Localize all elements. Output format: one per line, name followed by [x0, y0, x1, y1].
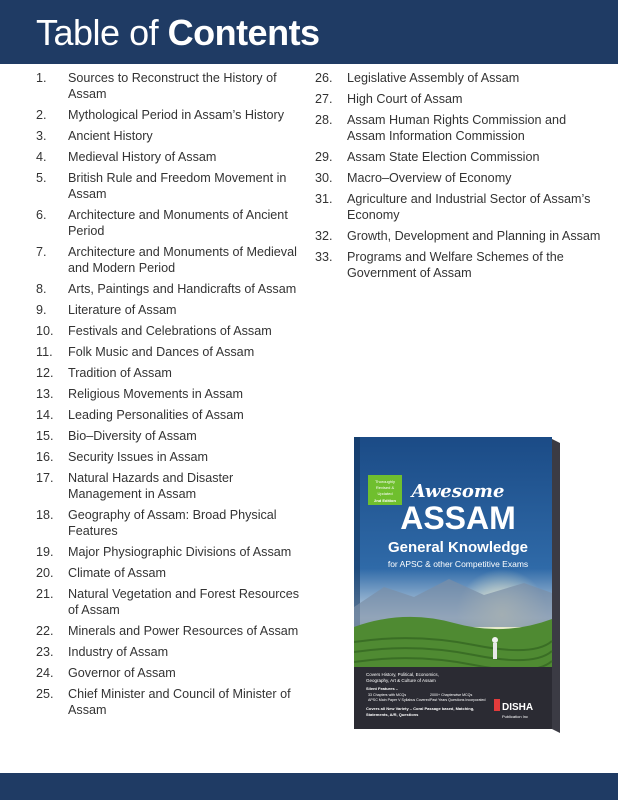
toc-entry	[36, 70, 308, 102]
feature-3: 2000+ Chapterwise MCQs	[430, 693, 473, 697]
feature-2: APSC Main Paper V Syllabus Covered	[368, 698, 430, 702]
toc-entry-title: Assam Human Rights Commission and Assam Information Commission	[347, 113, 567, 143]
toc-entry-number: 21.	[36, 587, 54, 601]
toc-entry	[36, 323, 308, 339]
toc-entry-number: 27.	[315, 92, 333, 106]
toc-entry	[315, 228, 605, 244]
toc-entry-number: 7.	[36, 245, 47, 259]
toc-entry-title: Climate of Assam	[68, 566, 166, 580]
toc-entry	[36, 565, 308, 581]
toc-entry-number: 20.	[36, 566, 54, 580]
publisher-sub: Publication Inc	[502, 714, 529, 719]
toc-entry	[36, 244, 308, 276]
toc-entry-title: Ancient History	[68, 129, 153, 143]
book-tagline: for APSC & other Competitive Exams	[387, 559, 529, 569]
toc-entry-number: 4.	[36, 150, 47, 164]
toc-entry-title: Arts, Paintings and Handicrafts of Assam	[68, 282, 297, 296]
toc-entry	[36, 686, 308, 718]
toc-entry-number: 19.	[36, 545, 54, 559]
feature-4: Past Years Questions Incorporated	[430, 698, 486, 702]
toc-entry-number: 3.	[36, 129, 47, 143]
toc-entry	[36, 386, 308, 402]
toc-entry-number: 33.	[315, 250, 333, 264]
toc-entry	[36, 302, 308, 318]
book-cover-image	[354, 437, 568, 733]
toc-entry-number: 25.	[36, 687, 54, 701]
toc-entry-title: Bio–Diversity of Assam	[68, 429, 197, 443]
book-page-edge	[552, 439, 560, 733]
toc-entry-number: 30.	[315, 171, 333, 185]
variety-line-1: Covers all New Variety – Coral Passage based, Matching,	[366, 706, 475, 711]
toc-entry-title: Agriculture and Industrial Sector of Assam’s Economy	[347, 192, 591, 222]
toc-entry-number: 12.	[36, 366, 54, 380]
toc-entry-number: 16.	[36, 450, 54, 464]
toc-entry-number: 11.	[36, 345, 53, 359]
book-title-script: Awesome	[411, 481, 505, 502]
toc-entry-title: Industry of Assam	[68, 645, 169, 659]
toc-entry	[36, 170, 308, 202]
toc-entry-title: Medieval History of Assam	[68, 150, 217, 164]
toc-entry	[36, 644, 308, 660]
toc-entry-number: 9.	[36, 303, 47, 317]
toc-entry-title: Macro–Overview of Economy	[347, 171, 512, 185]
toc-entry-title: Natural Vegetation and Forest Resources of Assam	[68, 587, 300, 617]
toc-entry	[36, 623, 308, 639]
book-title-main: ASSAM	[400, 500, 516, 536]
toc-entry-number: 1.	[36, 71, 47, 85]
toc-entry	[315, 70, 605, 86]
toc-entry-title: Governor of Assam	[68, 666, 176, 680]
toc-entry-number: 31.	[315, 192, 333, 206]
page-title	[36, 13, 320, 53]
toc-entry-title: Architecture and Monuments of Medieval and Modern Period	[68, 245, 297, 275]
toc-entry-title: Chief Minister and Council of Minister of Assam	[68, 687, 291, 717]
toc-entry-number: 14.	[36, 408, 54, 422]
toc-entry-title: Tradition of Assam	[68, 366, 172, 380]
toc-entry-title: Folk Music and Dances of Assam	[68, 345, 255, 359]
toc-entry-title: Programs and Welfare Schemes of the Government of Assam	[347, 250, 564, 280]
toc-entry	[315, 191, 605, 223]
toc-entry-title: Festivals and Celebrations of Assam	[68, 324, 272, 338]
toc-entry-number: 18.	[36, 508, 54, 522]
toc-entry-number: 15.	[36, 429, 54, 443]
toc-entry	[315, 112, 605, 144]
toc-entry-number: 5.	[36, 171, 47, 185]
toc-entry	[36, 128, 308, 144]
toc-entry	[36, 470, 308, 502]
toc-entry-title: Leading Personalities of Assam	[68, 408, 244, 422]
feature-1: 33 Chapters with MCQs	[368, 693, 407, 697]
toc-entry	[315, 249, 605, 281]
toc-entry	[36, 281, 308, 297]
covers-line-1: Covers History, Political, Economics,	[366, 672, 439, 677]
toc-entry-number: 22.	[36, 624, 54, 638]
toc-entry	[36, 207, 308, 239]
toc-entry-title: Major Physiographic Divisions of Assam	[68, 545, 292, 559]
toc-entry	[36, 407, 308, 423]
badge-line-2: Revised &	[375, 485, 395, 490]
page-header	[0, 0, 618, 64]
toc-entry	[36, 365, 308, 381]
toc-column-right	[315, 70, 605, 286]
badge-line-4: 2nd Edition	[374, 498, 396, 503]
toc-entry-title: Religious Movements in Assam	[68, 387, 243, 401]
toc-entry-number: 13.	[36, 387, 54, 401]
toc-entry-title: Security Issues in Assam	[68, 450, 208, 464]
toc-entry-number: 28.	[315, 113, 333, 127]
badge-line-1: Thoroughly	[374, 479, 396, 484]
toc-entry	[36, 586, 308, 618]
toc-entry-title: Assam State Election Commission	[347, 150, 540, 164]
toc-entry-number: 29.	[315, 150, 333, 164]
toc-entry-number: 26.	[315, 71, 333, 85]
toc-entry-number: 2.	[36, 108, 47, 122]
toc-entry-title: Growth, Development and Planning in Assam	[347, 229, 601, 243]
toc-entry-number: 23.	[36, 645, 54, 659]
toc-entry-title: Mythological Period in Assam’s History	[68, 108, 285, 122]
toc-entry	[36, 344, 308, 360]
toc-entry	[36, 449, 308, 465]
toc-entry-title: British Rule and Freedom Movement in Assam	[68, 171, 287, 201]
toc-entry-title: Architecture and Monuments of Ancient Period	[68, 208, 288, 238]
publisher-logo-icon	[494, 699, 500, 711]
toc-entry-title: High Court of Assam	[347, 92, 463, 106]
toc-entry	[36, 507, 308, 539]
toc-entry-number: 10.	[36, 324, 54, 338]
toc-entry-title: Sources to Reconstruct the History of Assam	[68, 71, 277, 101]
toc-entry-title: Legislative Assembly of Assam	[347, 71, 520, 85]
toc-entry-title: Geography of Assam: Broad Physical Features	[68, 508, 277, 538]
variety-line-2: Statements, A/R, Questions	[366, 712, 419, 717]
person-figure	[492, 637, 498, 643]
toc-entry	[315, 149, 605, 165]
title-regular: Table of	[36, 12, 168, 53]
covers-line-2: Geography, Art & Culture of Assam	[366, 678, 436, 683]
badge-line-3: Updated	[377, 491, 393, 496]
toc-entry-number: 32.	[315, 229, 333, 243]
toc-entry	[36, 149, 308, 165]
book-subtitle: General Knowledge	[387, 539, 529, 556]
features-heading: Silent Features –	[366, 686, 399, 691]
toc-entry-number: 24.	[36, 666, 54, 680]
toc-entry	[36, 544, 308, 560]
toc-entry-title: Literature of Assam	[68, 303, 177, 317]
toc-entry-number: 6.	[36, 208, 47, 222]
page-footer	[0, 773, 618, 800]
toc-entry	[36, 428, 308, 444]
toc-entry-number: 8.	[36, 282, 47, 296]
toc-entry	[315, 170, 605, 186]
title-bold: Contents	[167, 12, 320, 53]
toc-entry-title: Minerals and Power Resources of Assam	[68, 624, 299, 638]
toc-entry	[36, 107, 308, 123]
toc-column-left	[36, 70, 308, 723]
publisher-name: DISHA	[502, 702, 534, 713]
toc-entry	[36, 665, 308, 681]
toc-entry	[315, 91, 605, 107]
toc-entry-number: 17.	[36, 471, 54, 485]
toc-entry-title: Natural Hazards and Disaster Management in Assam	[68, 471, 234, 501]
